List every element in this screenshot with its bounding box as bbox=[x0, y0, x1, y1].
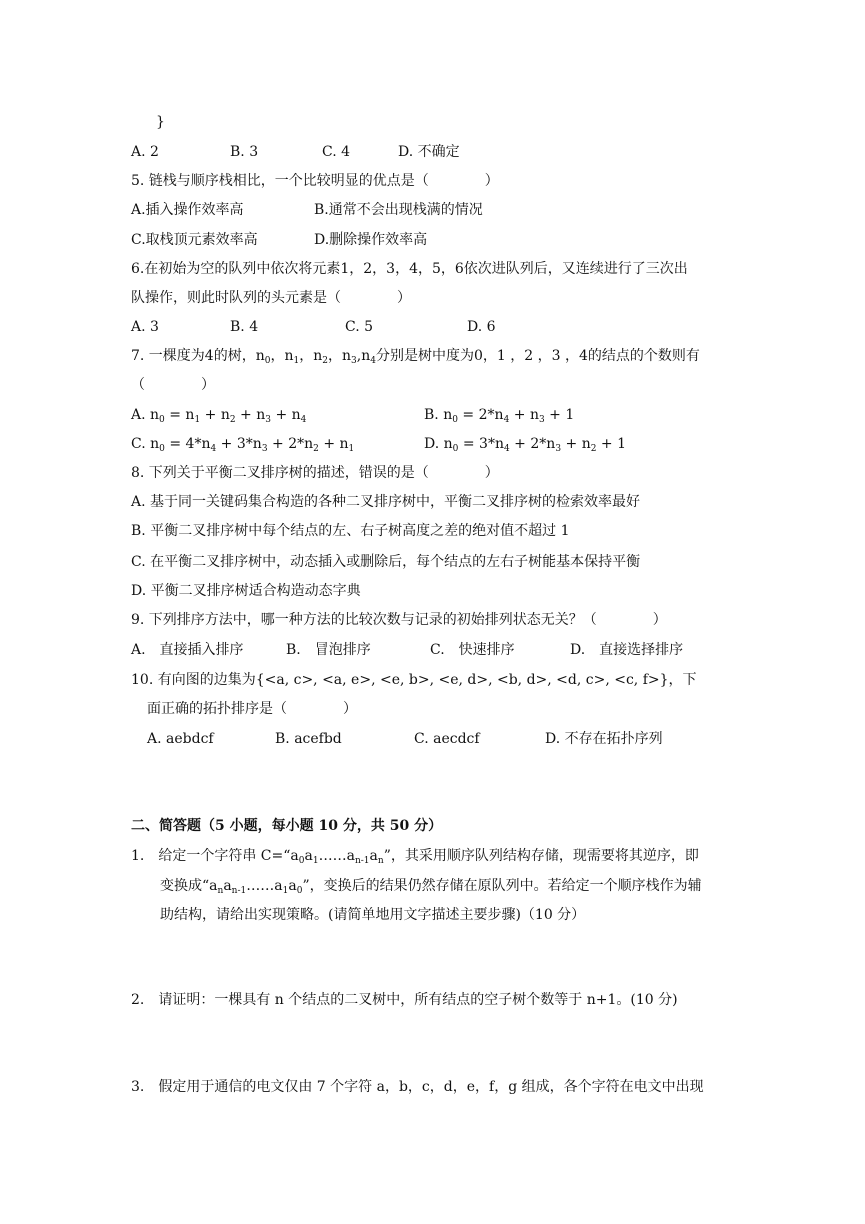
s2-q1-line1: 1. 给定一个字符串 $C=“a_0a_1\dots\dots a_{n-1}a_n$”，其采用顺序队列结构存储，现需要将其逆序，即 bbox=[131, 848, 699, 866]
q6-option-b: B. 4 bbox=[230, 319, 259, 335]
s2-q3: 3. 假定用于通信的电文仅由 7 个字符 a，b，c，d，e，f，g 组成，各个字符在电文中出现 bbox=[131, 1079, 704, 1095]
q9-option-c: C. 快速排序 bbox=[430, 642, 515, 658]
q4-option-a: A. 2 bbox=[131, 144, 159, 160]
s2-q1-line2: 变换成“$a_na_{n-1}\dots\dots a_1a_0$”，变换后的结果仍然存储在原队列中。若给定一个顺序栈作为辅 bbox=[160, 878, 702, 896]
section2-heading: 二、简答题（5 小题，每小题 10 分，共 50 分） bbox=[131, 818, 443, 834]
q7-stem-line2: （ ） bbox=[131, 377, 215, 393]
q7-option-b: B. $n_0 = 2*n_4 + n_3 + 1$ bbox=[424, 407, 575, 425]
q8-option-d: D. 平衡二叉排序树适合构造动态字典 bbox=[131, 583, 361, 599]
q6-stem-line1: 6.在初始为空的队列中依次将元素1，2，3，4，5，6依次进队列后，又连续进行了三次出 bbox=[131, 261, 688, 277]
q4-option-c: C. 4 bbox=[322, 144, 351, 160]
q9-option-d: D. 直接选择排序 bbox=[570, 642, 684, 658]
q5-option-c: C.取栈顶元素效率高 bbox=[131, 232, 258, 248]
q10-option-b: B. acefbd bbox=[275, 731, 342, 747]
q9-stem: 9. 下列排序方法中，哪一种方法的比较次数与记录的初始排列状态无关？（ ） bbox=[131, 612, 667, 628]
q5-option-d: D.删除操作效率高 bbox=[314, 232, 428, 248]
q6-option-c: C. 5 bbox=[345, 319, 374, 335]
q10-option-a: A. aebdcf bbox=[147, 731, 214, 747]
q5-option-b: B.通常不会出现栈满的情况 bbox=[314, 202, 483, 218]
q8-option-c: C. 在平衡二叉排序树中，动态插入或删除后，每个结点的左右子树能基本保持平衡 bbox=[131, 554, 641, 570]
q5-stem: 5. 链栈与顺序栈相比，一个比较明显的优点是（ ） bbox=[131, 173, 499, 189]
q7-option-d: D. $n_0 = 3*n_4 + 2*n_3 + n_2 + 1$ bbox=[424, 436, 627, 454]
q10-stem-line2: 面正确的拓扑排序是（ ） bbox=[147, 701, 357, 717]
q6-option-d: D. 6 bbox=[467, 319, 496, 335]
s2-q2: 2. 请证明：一棵具有 n 个结点的二叉树中，所有结点的空子树个数等于 n+1。(10 分) bbox=[131, 992, 678, 1008]
q8-option-a: A. 基于同一关键码集合构造的各种二叉排序树中，平衡二叉排序树的检索效率最好 bbox=[131, 494, 641, 510]
q10-stem-line1: 10. 有向图的边集为{<a, c>, <a, e>, <e, b>, <e, d>, <b, d>, <d, c>, <c, f>}，下 bbox=[131, 672, 697, 688]
q6-stem-line2: 队操作，则此时队列的头元素是（ ） bbox=[131, 290, 411, 306]
q8-option-b: B. 平衡二叉排序树中每个结点的左、右子树高度之差的绝对值不超过 1 bbox=[131, 523, 570, 539]
q7-option-a: A. $n_0 = n_1 + n_2 + n_3 + n_4$ bbox=[131, 407, 307, 425]
closing-brace: } bbox=[156, 114, 165, 130]
q4-option-b: B. 3 bbox=[230, 144, 259, 160]
q8-stem: 8. 下列关于平衡二叉排序树的描述，错误的是（ ） bbox=[131, 465, 499, 481]
q5-option-a: A.插入操作效率高 bbox=[131, 202, 244, 218]
q10-option-d: D. 不存在拓扑序列 bbox=[545, 731, 663, 747]
q7-option-c: C. $n_0 = 4*n_4 + 3*n_3 + 2*n_2 + n_1$ bbox=[131, 436, 355, 454]
q9-option-a: A. 直接插入排序 bbox=[131, 642, 244, 658]
q6-option-a: A. 3 bbox=[131, 319, 159, 335]
q10-option-c: C. aecdcf bbox=[414, 731, 480, 747]
q4-option-d: D. 不确定 bbox=[398, 144, 460, 160]
s2-q1-line3: 助结构，请给出实现策略。(请简单地用文字描述主要步骤)（10 分） bbox=[160, 907, 586, 923]
q7-stem-line1: 7. 一棵度为4的树，$n_0$，$n_1$，$n_2$，$n_3,n_4$分别是树中度为0，1 ，2 ，3 ，4的结点的个数则有 bbox=[131, 348, 700, 366]
q9-option-b: B. 冒泡排序 bbox=[286, 642, 371, 658]
